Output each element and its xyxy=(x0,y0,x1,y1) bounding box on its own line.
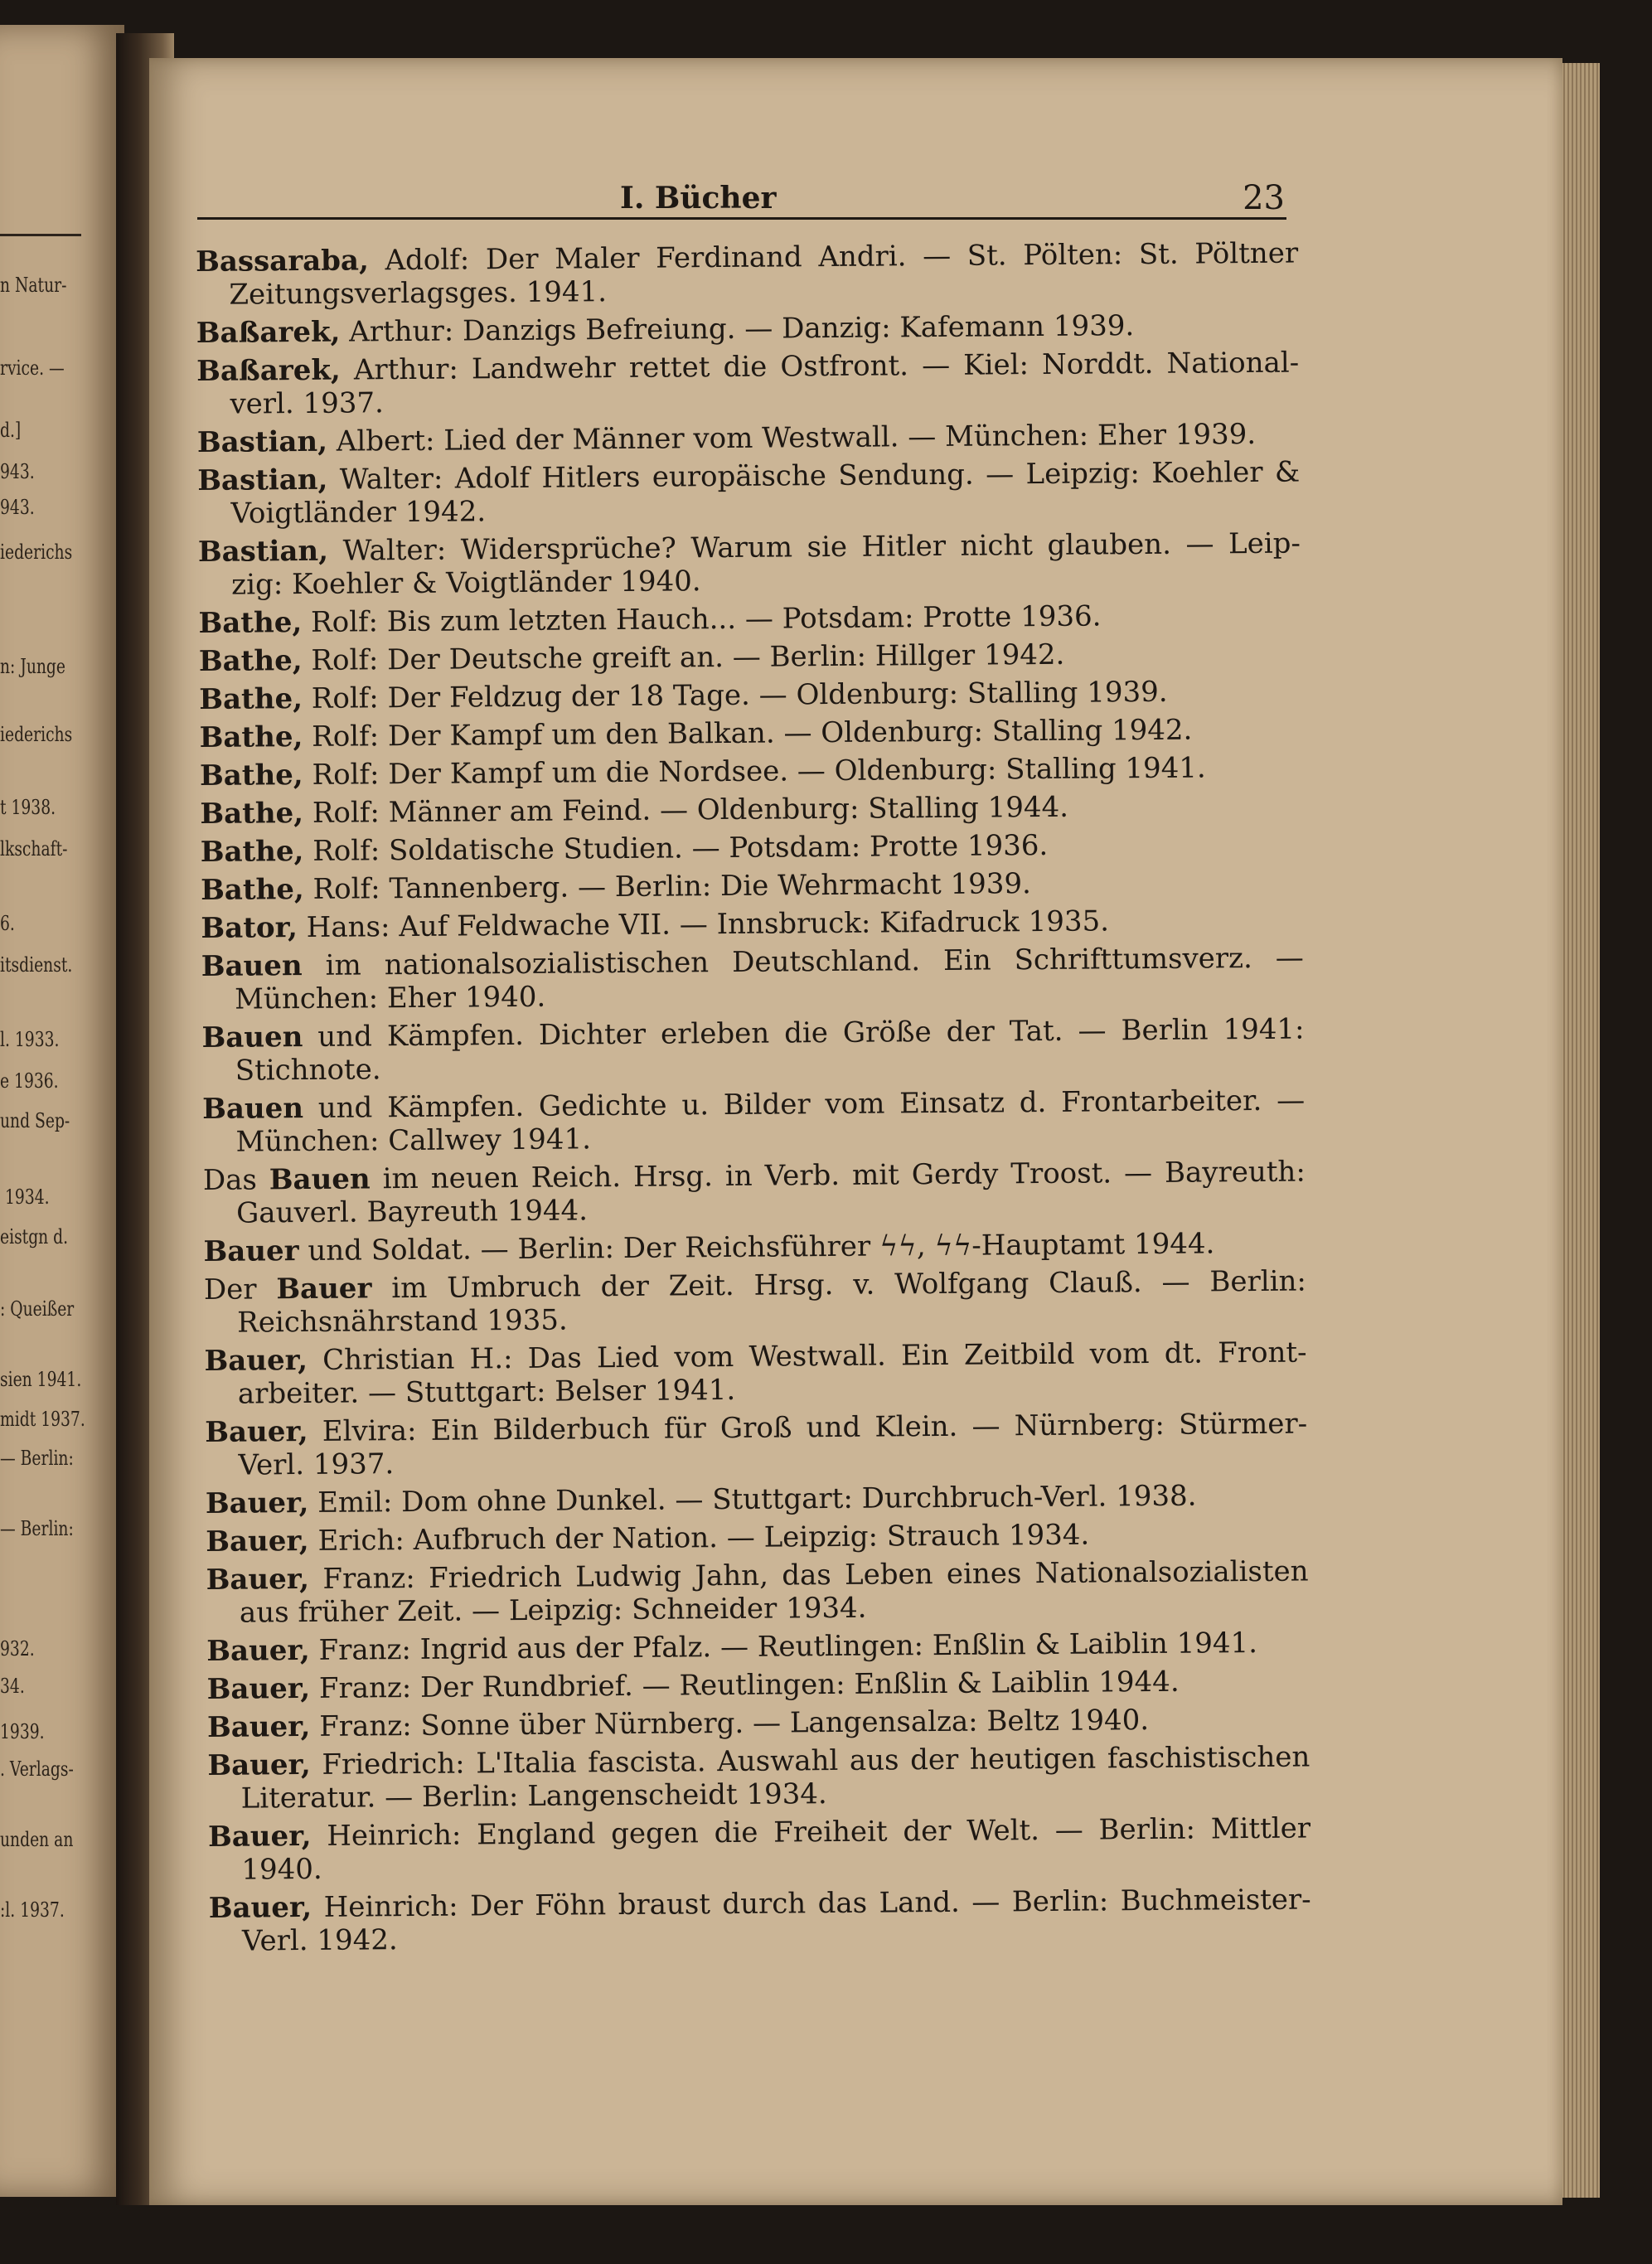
bibliography-entry xyxy=(206,1555,1309,1630)
entry-headword: Bauen xyxy=(202,1092,304,1126)
entry-article: Das xyxy=(202,1163,257,1197)
entry-headword: Bathe, xyxy=(198,606,303,640)
entry-headword: Bathe, xyxy=(200,834,304,869)
entry-text: Adolf: Der Maler Ferdinand Andri. — St. Pölten: St. Pöltner Zeitungsverlagsges. 1941. xyxy=(229,236,1299,312)
entry-text: Rolf: Bis zum letzten Hauch... — Potsdam: Protte 1936. xyxy=(310,599,1102,639)
entry-headword: Bauen xyxy=(269,1162,371,1197)
left-page-fragment: itsdienst. xyxy=(0,953,73,977)
left-page-fragment: iederichs xyxy=(0,723,73,746)
entry-headword: Bauer, xyxy=(207,1748,311,1782)
entry-headword: Bassaraba, xyxy=(196,244,369,279)
page-header xyxy=(197,166,1286,220)
entry-text: Albert: Lied der Männer vom Westwall. — München: Eher 1939. xyxy=(336,417,1257,458)
bibliography-entry xyxy=(202,1084,1306,1159)
entry-text: Rolf: Der Kampf um die Nordsee. — Oldenburg: Stalling 1941. xyxy=(312,751,1206,792)
bibliography-entry xyxy=(196,308,1299,350)
entry-text: Heinrich: Der Föhn braust durch das Land. — Berlin: Buchmeister-Verl. 1942. xyxy=(241,1883,1311,1958)
bibliography-entry xyxy=(206,1517,1308,1559)
entry-text: im Umbruch der Zeit. Hrsg. v. Wolfgang Clauß. — Berlin: Reichsnährstand 1935. xyxy=(237,1264,1307,1340)
entry-headword: Bauer, xyxy=(204,1343,308,1378)
entry-text: Heinrich: England gegen die Freiheit der Welt. — Berlin: Mittler 1940. xyxy=(241,1811,1311,1887)
left-page-fragment: sien 1941. xyxy=(0,1368,82,1391)
left-page-fragment: d.] xyxy=(0,419,22,442)
bibliography-entry xyxy=(201,1013,1305,1088)
left-page-fragment: 34. xyxy=(0,1675,25,1698)
left-page-fragment: 932. xyxy=(0,1637,35,1660)
bibliography-entry xyxy=(203,1156,1306,1230)
entry-text: Rolf: Der Kampf um den Balkan. — Oldenburg: Stalling 1942. xyxy=(311,713,1193,754)
entry-text: Franz: Sonne über Nürnberg. — Langensalza: Beltz 1940. xyxy=(319,1704,1150,1743)
left-page-fragment: midt 1937. xyxy=(0,1408,85,1431)
entry-text: Friedrich: L'Italia fascista. Auswahl aus der heutigen faschistischen Literatur. — Berlin: Langenscheidt 1934. xyxy=(240,1740,1310,1816)
entry-text: und Soldat. — Berlin: Der Reichsführer ϟϟ, ϟϟ-Hauptamt 1944. xyxy=(308,1227,1215,1268)
entry-text: Christian H.: Das Lied vom Westwall. Ein Zeitbild vom dt. Front-arbeiter. — Stuttgart: Belser 1941. xyxy=(237,1336,1307,1411)
left-page-fragment: iederichs xyxy=(0,541,73,564)
entry-text: Walter: Widersprüche? Warum sie Hitler nicht glauben. — Leip-zig: Koehler & Voigtländer 1940. xyxy=(231,526,1301,602)
bibliography-entry xyxy=(201,942,1305,1016)
entry-headword: Bauer, xyxy=(206,1709,311,1744)
entry-headword: Baßarek, xyxy=(196,353,341,388)
bibliography-entry xyxy=(204,1265,1307,1340)
bibliography-entry xyxy=(206,1626,1309,1668)
bibliography-entry xyxy=(200,713,1302,754)
left-page-fragment: lkschaft- xyxy=(0,837,68,861)
entry-text: Rolf: Der Feldzug der 18 Tage. — Oldenburg: Stalling 1939. xyxy=(311,675,1168,715)
entry-headword: Bastian, xyxy=(197,534,329,569)
bibliography-entry xyxy=(208,1811,1311,1886)
entry-headword: Bathe, xyxy=(198,644,303,678)
entry-headword: Bauer, xyxy=(207,1819,312,1854)
entry-headword: Bathe, xyxy=(199,682,303,716)
bibliography-entry xyxy=(201,827,1303,869)
left-page-fragment: . Verlags- xyxy=(0,1757,74,1781)
entry-text: Hans: Auf Feldwache VII. — Innsbruck: Kifadruck 1935. xyxy=(306,904,1110,944)
entry-text: und Kämpfen. Gedichte u. Bilder vom Einsatz d. Frontarbeiter. — München: Callwey 1941. xyxy=(235,1084,1306,1159)
entry-text: Elvira: Ein Bilderbuch für Groß und Klein. — Nürnberg: Stürmer-Verl. 1937. xyxy=(238,1407,1308,1482)
entry-text: Arthur: Danzigs Befreiung. — Danzig: Kafemann 1939. xyxy=(349,309,1135,349)
entry-headword: Bauer, xyxy=(206,1524,309,1559)
bibliography-entry xyxy=(201,904,1303,945)
left-page-fragment: e 1936. xyxy=(0,1069,59,1093)
left-page-fragment: n Natur- xyxy=(0,274,67,297)
bibliography-entry xyxy=(207,1665,1310,1706)
bibliography-entry xyxy=(197,456,1301,531)
left-page-fragment: und Sep- xyxy=(0,1109,70,1132)
left-page-fragment: n: Junge xyxy=(0,655,65,678)
left-page-fragment: — Berlin: xyxy=(0,1447,74,1470)
entry-headword: Bastian, xyxy=(196,424,328,459)
left-page-fragment: 1939. xyxy=(0,1720,45,1743)
bibliography-entry xyxy=(209,1883,1312,1957)
entry-text: und Kämpfen. Dichter erleben die Größe der Tat. — Berlin 1941: Stichnote. xyxy=(235,1012,1305,1088)
entry-text: im neuen Reich. Hrsg. in Verb. mit Gerdy Troost. — Bayreuth: Gauverl. Bayreuth 1944. xyxy=(236,1155,1306,1230)
left-page-rule xyxy=(0,234,81,236)
left-page-fragment: :l. 1937. xyxy=(0,1898,65,1922)
bibliography-entry xyxy=(200,751,1302,793)
entry-text: Franz: Friedrich Ludwig Jahn, das Leben eines Nationalsozialisten aus früher Zeit. — Leipzig: Schneider 1934. xyxy=(239,1554,1309,1630)
entry-text: Rolf: Der Deutsche greift an. — Berlin: Hillger 1942. xyxy=(311,638,1065,677)
entry-text: im nationalsozialistischen Deutschland. Ein Schrifttumsverz. — München: Eher 1940. xyxy=(234,941,1304,1016)
bibliography-list xyxy=(196,237,1311,1963)
entry-headword: Bathe, xyxy=(199,720,303,754)
entry-headword: Bauer, xyxy=(206,1562,310,1597)
entry-headword: Bauer, xyxy=(206,1633,310,1668)
bibliography-entry xyxy=(204,1336,1307,1411)
bibliography-entry xyxy=(206,1479,1308,1520)
entry-headword: Bauer, xyxy=(206,1671,311,1706)
bibliography-entry xyxy=(196,347,1300,421)
left-page-fragment: 6. xyxy=(0,912,15,935)
left-page-fragment: 943. xyxy=(0,496,35,519)
entry-headword: Baßarek, xyxy=(196,315,341,350)
entry-headword: Bastian, xyxy=(197,463,328,497)
bibliography-entry xyxy=(200,789,1302,831)
entry-text: Rolf: Männer am Feind. — Oldenburg: Stalling 1944. xyxy=(312,790,1069,830)
bibliography-entry xyxy=(199,675,1301,716)
left-page-fragment: 1934. xyxy=(5,1185,50,1209)
entry-headword: Bauer, xyxy=(205,1414,308,1449)
entry-text: Franz: Ingrid aus der Pfalz. — Reutlingen: Enßlin & Laiblin 1941. xyxy=(318,1626,1258,1667)
entry-text: Arthur: Landwehr rettet die Ostfront. — Kiel: Norddt. National-verl. 1937. xyxy=(230,346,1300,421)
entry-text: Rolf: Soldatische Studien. — Potsdam: Protte 1936. xyxy=(312,828,1049,868)
bibliography-entry xyxy=(201,865,1303,907)
running-head: I. Bücher xyxy=(620,181,777,216)
bibliography-entry xyxy=(199,637,1301,678)
left-page-fragment: rvice. — xyxy=(0,356,65,380)
bibliography-entry xyxy=(207,1702,1310,1743)
bibliography-entry xyxy=(197,418,1300,459)
left-page-fragment: : Queißer xyxy=(0,1297,75,1321)
entry-text: Emil: Dom ohne Dunkel. — Stuttgart: Durchbruch-Verl. 1938. xyxy=(317,1479,1197,1520)
bibliography-entry xyxy=(198,527,1301,602)
entry-headword: Bauer, xyxy=(205,1486,309,1520)
bibliography-entry xyxy=(203,1227,1306,1268)
entry-headword: Bauer xyxy=(276,1272,372,1307)
entry-text: Walter: Adolf Hitlers europäische Sendung. — Leipzig: Koehler & Voigtländer 1942. xyxy=(230,455,1301,531)
left-page-fragment: l. 1933. xyxy=(0,1028,60,1051)
entry-headword: Bauen xyxy=(201,1020,303,1054)
entry-headword: Bathe, xyxy=(200,872,304,907)
left-page-fragment: 943. xyxy=(0,460,35,483)
entry-headword: Bauer, xyxy=(208,1890,312,1925)
bibliography-entry xyxy=(198,599,1301,640)
entry-text: Franz: Der Rundbrief. — Reutlingen: Enßlin & Laiblin 1944. xyxy=(318,1665,1180,1705)
entry-headword: Bauen xyxy=(201,949,303,983)
left-page-fragment: eistgn d. xyxy=(0,1225,69,1248)
entry-text: Rolf: Tannenberg. — Berlin: Die Wehrmacht 1939. xyxy=(312,867,1032,906)
page-number: 23 xyxy=(1243,179,1285,217)
left-page-fragment: t 1938. xyxy=(0,796,56,819)
left-page-fragment: unden an xyxy=(0,1828,74,1851)
left-page-fragment: — Berlin: xyxy=(0,1517,74,1540)
bibliography-entry xyxy=(196,237,1299,312)
entry-text: Erich: Aufbruch der Nation. — Leipzig: Strauch 1934. xyxy=(317,1518,1090,1558)
bibliography-entry xyxy=(207,1740,1310,1815)
entry-article: Der xyxy=(203,1273,257,1307)
entry-headword: Bathe, xyxy=(199,759,303,793)
bibliography-entry xyxy=(205,1408,1308,1482)
entry-headword: Bator, xyxy=(201,911,298,945)
left-facing-page xyxy=(0,25,124,2197)
entry-headword: Bauer xyxy=(203,1234,299,1268)
entry-headword: Bathe, xyxy=(200,797,304,831)
